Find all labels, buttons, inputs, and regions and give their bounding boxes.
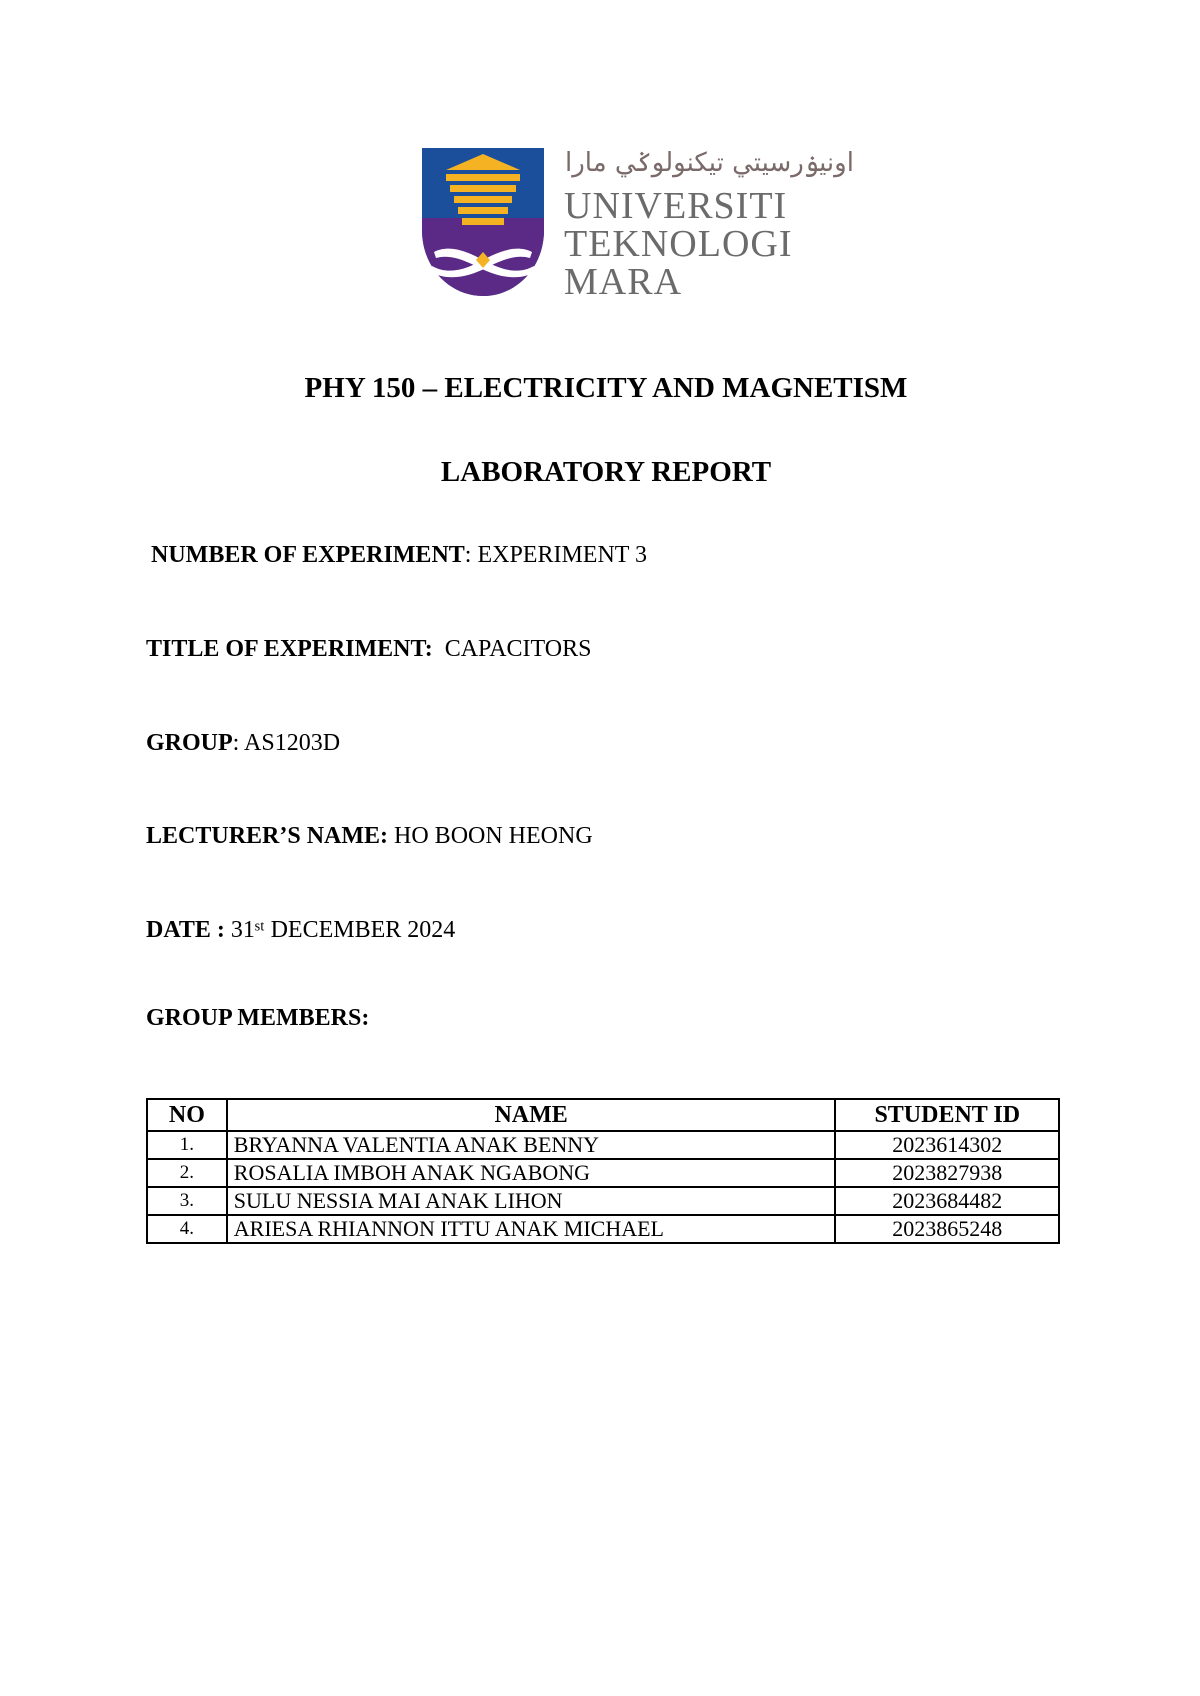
table-row xyxy=(147,1187,1059,1215)
uitm-crest-icon xyxy=(420,148,550,298)
report-title: LABORATORY REPORT xyxy=(440,456,772,488)
logo-word-teknologi: TEKNOLOGI xyxy=(564,223,793,265)
row-student-id: 2023827938 xyxy=(835,1159,1059,1187)
experiment-title-value: CAPACITORS xyxy=(432,636,592,662)
experiment-title-field xyxy=(146,636,591,663)
row-no: 4. xyxy=(147,1215,227,1243)
lecturer-field xyxy=(146,823,593,850)
table-header-row xyxy=(147,1099,1059,1131)
row-no: 2. xyxy=(147,1159,227,1187)
date-label: DATE : xyxy=(146,917,225,943)
row-no: 1. xyxy=(147,1131,227,1159)
date-value: 31ˢᵗ DECEMBER 2024 xyxy=(224,917,456,943)
row-no: 3. xyxy=(147,1187,227,1215)
group-members-label: GROUP MEMBERS: xyxy=(146,1005,370,1031)
row-name: ROSALIA IMBOH ANAK NGABONG xyxy=(227,1159,836,1187)
experiment-number-value: : EXPERIMENT 3 xyxy=(464,542,648,568)
table-row xyxy=(147,1215,1059,1243)
group-members-table xyxy=(146,1098,1060,1244)
date-field xyxy=(146,917,455,944)
row-name: ARIESA RHIANNON ITTU ANAK MICHAEL xyxy=(227,1215,836,1243)
table-row xyxy=(147,1131,1059,1159)
group-label: GROUP xyxy=(146,730,233,756)
header-no: NO xyxy=(147,1099,227,1131)
logo-jawi-text: اونيۏرسيتي تيكنولوݢي مارا xyxy=(565,148,854,178)
lecturer-value: HO BOON HEONG xyxy=(388,823,593,849)
row-name: SULU NESSIA MAI ANAK LIHON xyxy=(227,1187,836,1215)
row-student-id: 2023865248 xyxy=(835,1215,1059,1243)
experiment-number-field xyxy=(151,542,647,569)
lecturer-label: LECTURER’S NAME: xyxy=(146,823,389,849)
group-value: : AS1203D xyxy=(232,730,341,756)
row-student-id: 2023614302 xyxy=(835,1131,1059,1159)
header-student-id: STUDENT ID xyxy=(835,1099,1059,1131)
experiment-number-label: NUMBER OF EXPERIMENT xyxy=(151,542,465,568)
row-student-id: 2023684482 xyxy=(835,1187,1059,1215)
course-title: PHY 150 – ELECTRICITY AND MAGNETISM xyxy=(304,372,908,404)
table-row xyxy=(147,1159,1059,1187)
header-name: NAME xyxy=(227,1099,836,1131)
logo-word-universiti: UNIVERSITI xyxy=(564,185,788,227)
university-logo xyxy=(420,148,854,303)
experiment-title-label: TITLE OF EXPERIMENT: xyxy=(146,636,433,662)
group-field xyxy=(146,730,340,757)
row-name: BRYANNA VALENTIA ANAK BENNY xyxy=(227,1131,836,1159)
logo-word-mara: MARA xyxy=(564,261,683,303)
group-members-heading xyxy=(146,1005,369,1032)
